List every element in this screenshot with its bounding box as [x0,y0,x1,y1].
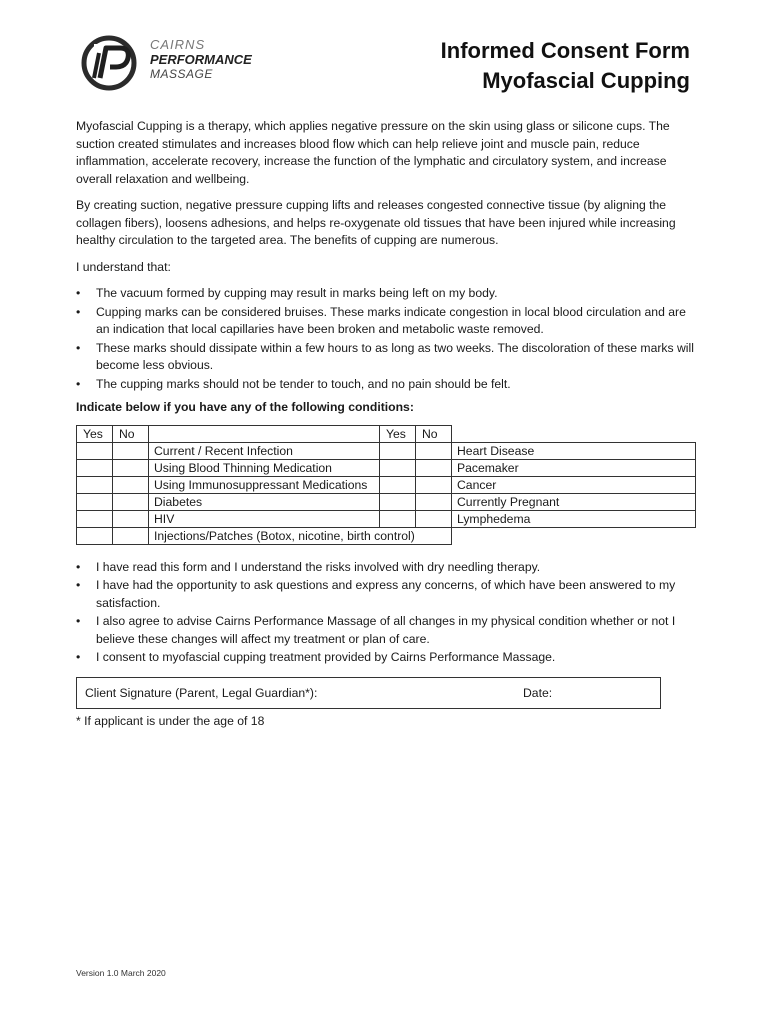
no-checkbox[interactable] [416,459,452,476]
table-row [77,527,696,544]
yes-checkbox[interactable] [380,493,416,510]
condition-label: Diabetes [149,493,380,510]
no-checkbox[interactable] [113,459,149,476]
intro-paragraph-3: I understand that: [76,259,171,274]
col-yes-left: Yes [77,425,113,442]
no-checkbox[interactable] [416,493,452,510]
yes-checkbox[interactable] [77,442,113,459]
table-row [77,476,696,493]
conditions-table [76,425,696,545]
condition-label: Cancer [452,476,696,493]
no-checkbox[interactable] [416,442,452,459]
signature-box[interactable] [76,677,661,709]
table-header-row [77,425,696,442]
yes-checkbox[interactable] [380,442,416,459]
date-label: Date: [523,685,553,700]
page-title [441,36,690,96]
list-item: • These marks should dissipate within a few hours to as long as two weeks. The discoloration of these marks will become less obvious. [76,340,696,375]
list-item: • I have read this form and I understand the risks involved with dry needling therapy. [76,559,696,577]
version-label: Version 1.0 March 2020 [76,968,166,978]
company-logo [80,34,260,92]
col-no-right: No [416,425,452,442]
no-checkbox[interactable] [113,510,149,527]
form-body [76,118,696,730]
title-line-1: Informed Consent Form [440,38,690,63]
yes-checkbox[interactable] [77,527,113,544]
list-item: • I have had the opportunity to ask questions and express any concerns, of which have been answered to my satisfaction. [76,577,696,612]
yes-checkbox[interactable] [380,476,416,493]
title-line-2: Myofascial Cupping [482,68,690,93]
no-checkbox[interactable] [416,476,452,493]
condition-label: Pacemaker [452,459,696,476]
no-checkbox[interactable] [113,442,149,459]
table-row [77,510,696,527]
condition-label: Heart Disease [452,442,696,459]
list-item: • The vacuum formed by cupping may result in marks being left on my body. [76,285,696,303]
intro-paragraph-2: By creating suction, negative pressure cupping lifts and releases congested connective tissue (by aligning the collagen fibers), loosens adhesions, and helps re-oxygenate old tissues that have been injured while increasing healthy circulation to the targeted area. The benefits of cupping are numerous. [76,198,676,247]
logo-line-cairns: CAIRNS [150,37,206,52]
logo-line-massage: MASSAGE [150,67,213,81]
list-item: • The cupping marks should not be tender to touch, and no pain should be felt. [76,376,696,394]
condition-label: Using Blood Thinning Medication [149,459,380,476]
condition-label: Lymphedema [452,510,696,527]
no-checkbox[interactable] [113,493,149,510]
consent-list [76,559,696,667]
yes-checkbox[interactable] [77,476,113,493]
intro-paragraph-1: Myofascial Cupping is a therapy, which applies negative pressure on the skin using glass or silicone cups. The suction created stimulates and increases blood flow which can help relieve joint and muscle pain, reduce inflammation, accelerate recovery, increase the function of the lymphatic and circulatory system, and increase overall relaxation and wellbeing. [76,119,670,186]
conditions-heading: Indicate below if you have any of the following conditions: [76,400,414,414]
list-item: • Cupping marks can be considered bruises. These marks indicate congestion in local blood circulation and are an indication that local capillaries have been broken and metabolic waste removed. [76,304,696,339]
condition-label: Using Immunosuppressant Medications [149,476,380,493]
table-row [77,459,696,476]
no-checkbox[interactable] [113,476,149,493]
condition-label: Currently Pregnant [452,493,696,510]
yes-checkbox[interactable] [77,459,113,476]
logo-line-performance: PERFORMANCE [150,52,252,67]
list-item: • I consent to myofascial cupping treatment provided by Cairns Performance Massage. [76,649,696,667]
no-checkbox[interactable] [416,510,452,527]
table-row [77,442,696,459]
client-signature-label: Client Signature (Parent, Legal Guardian*): [85,685,318,700]
understand-list [76,285,696,393]
no-checkbox[interactable] [113,527,149,544]
condition-label: HIV [149,510,380,527]
yes-checkbox[interactable] [380,510,416,527]
list-item: • I also agree to advise Cairns Performance Massage of all changes in my physical condition whether or not I believe these changes will affect my treatment or plan of care. [76,613,696,648]
table-row [77,493,696,510]
yes-checkbox[interactable] [77,493,113,510]
cp-monogram-icon [80,34,142,92]
yes-checkbox[interactable] [77,510,113,527]
condition-label: Injections/Patches (Botox, nicotine, birth control) [149,527,452,544]
age-footnote: * If applicant is under the age of 18 [76,713,265,728]
condition-label: Current / Recent Infection [149,442,380,459]
col-yes-right: Yes [380,425,416,442]
yes-checkbox[interactable] [380,459,416,476]
col-no-left: No [113,425,149,442]
